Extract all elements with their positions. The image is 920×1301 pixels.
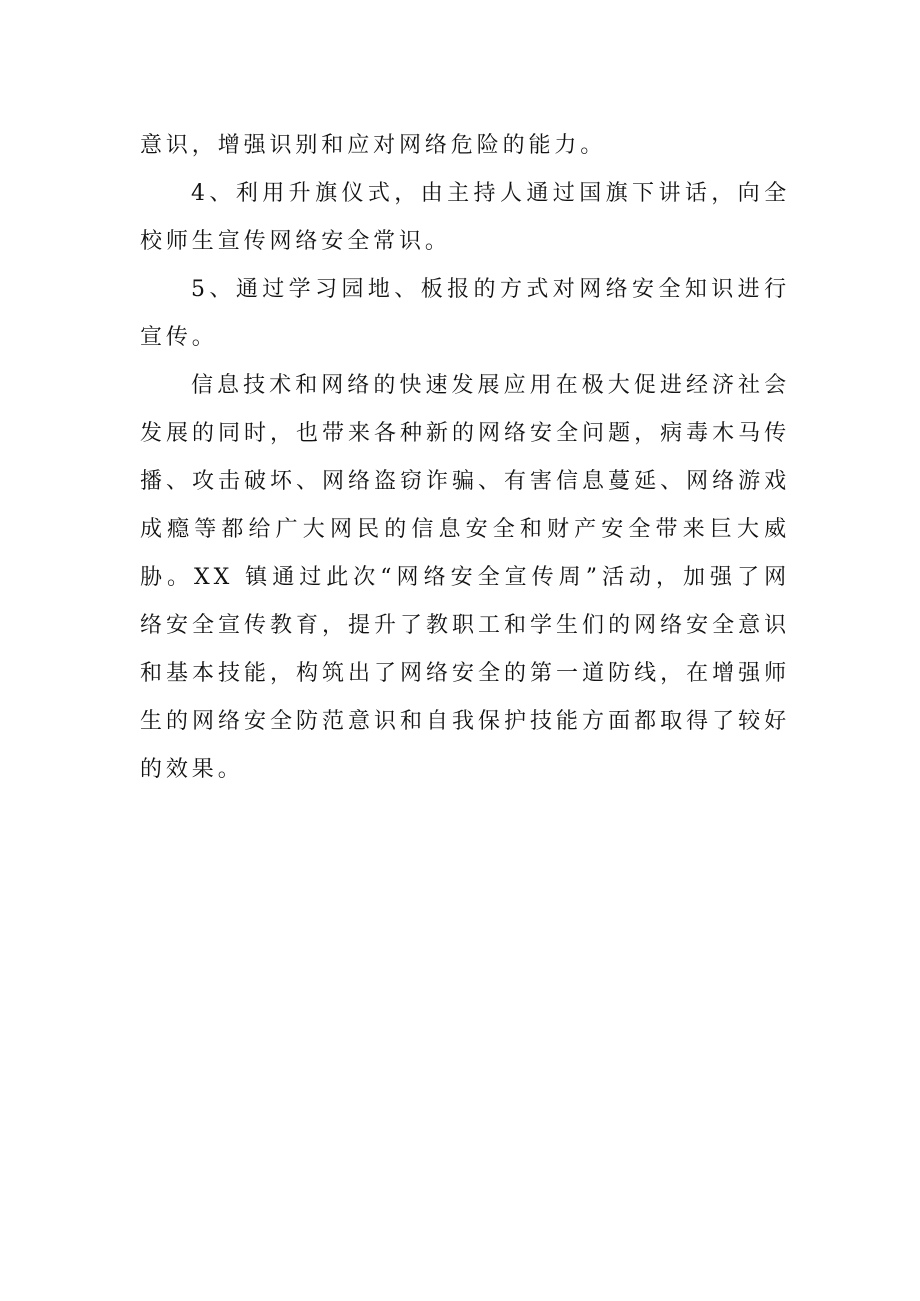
document-body	[140, 122, 790, 794]
paragraph-item-5: 5、通过学习园地、板报的方式对网络安全知识进行宣传。	[140, 277, 790, 350]
paragraph-continuation: 意识，增强识别和应对网络危险的能力。	[140, 133, 607, 158]
paragraph-summary: 信息技术和网络的快速发展应用在极大促进经济社会发展的同时，也带来各种新的网络安全问题，病毒木马传播、攻击破坏、网络盗窃诈骗、有害信息蔓延、网络游戏成瘾等都给广大网民的信息安全和财产安全带来巨大威胁。XX 镇通过此次“网络安全宣传周”活动，加强了网络安全宣传教育，提升了教职工和学生们的网络安全意识和基本技能，构筑出了网络安全的第一道防线，在增强师生的网络安全防范意识和自我保护技能方面都取得了较好的效果。	[140, 373, 790, 782]
paragraph-item-4: 4、利用升旗仪式，由主持人通过国旗下讲话，向全校师生宣传网络安全常识。	[140, 181, 790, 254]
